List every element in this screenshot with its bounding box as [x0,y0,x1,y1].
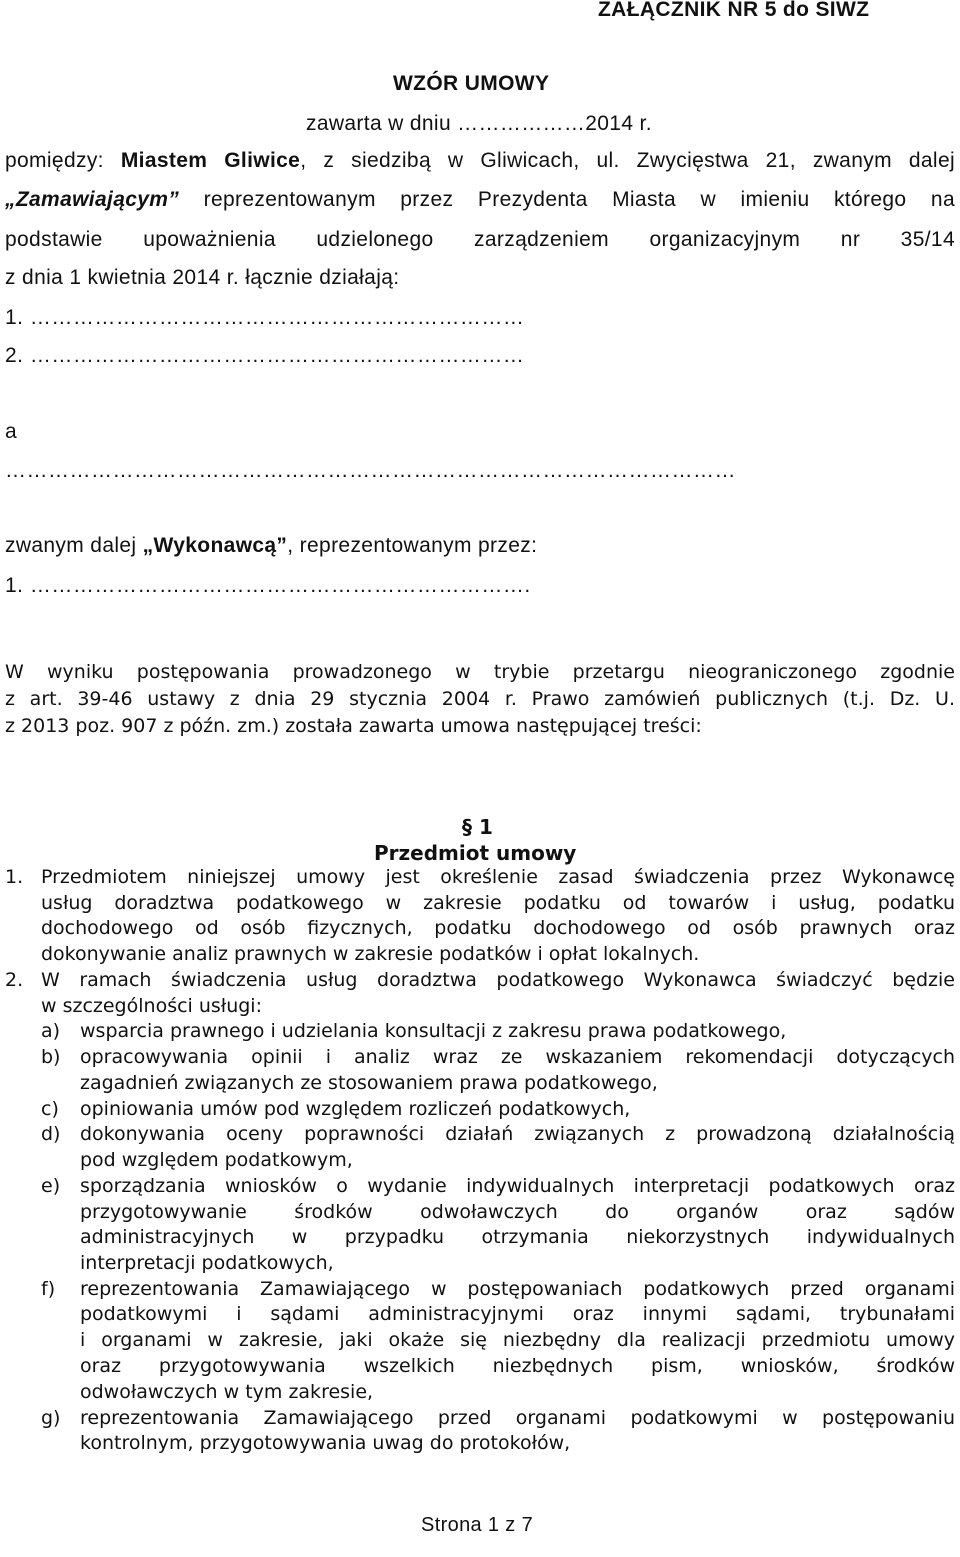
item-letter: d) [41,1123,61,1145]
document-title: WZÓR UMOWY [393,72,550,95]
item-line: podatkowymi i sądami administracyjnymi oraz innymi sądami, trybunałami [80,1303,955,1325]
item-letter: g) [41,1407,61,1429]
item-letter: c) [41,1098,59,1120]
contractor-representative-1: 1. ……………………………………………………………. [5,574,531,597]
paragraph-1-number: 1. [5,866,24,888]
section-title: Przedmiot umowy [374,841,577,865]
legal-basis-line-2: z art. 39-46 ustawy z dnia 29 stycznia 2004 r. Prawo zamówień publicznych (t.j. Dz. U. [5,688,955,710]
parties-line-2: „Zamawiającym” reprezentowanym przez Prezydenta Miasta w imieniu którego na [5,188,955,211]
city-name: Miastem Gliwice [120,149,301,172]
item-line: reprezentowania Zamawiającego przed organami podatkowymi w postępowaniu [80,1407,955,1429]
item-letter: f) [41,1278,56,1300]
page-number: Strona 1 z 7 [421,1514,534,1536]
item-line: administracyjnych w przypadku otrzymania niekorzystnych indywidualnych [80,1226,955,1248]
item-line: opiniowania umów pod względem rozliczeń podatkowych, [80,1098,631,1120]
item-line: przygotowywanie środków odwoławczych do organów oraz sądów [80,1201,955,1223]
paragraph-2-line: W ramach świadczenia usług doradztwa podatkowego Wykonawca świadczyć będzie [41,969,955,991]
paragraph-1-line: usług doradztwa podatkowego w zakresie podatku od towarów i usług, podatku [41,892,955,914]
contractor-line: zwanym dalej „Wykonawcą”, reprezentowanym przez: [5,534,538,557]
representative-1: 1. …………………………………………………………… [5,306,525,329]
attachment-header: ZAŁĄCZNIK NR 5 do SIWZ [598,0,870,21]
item-letter: b) [41,1046,61,1068]
legal-basis-line-3: z 2013 poz. 907 z późn. zm.) została zawarta umowa następującej treści: [5,715,702,737]
item-line: dokonywania oceny poprawności działań związanych z prowadzoną działalnością [80,1123,955,1145]
paragraph-1-line: dochodowego od osób fizycznych, podatku dochodowego od osób prawnych oraz [41,917,955,939]
concluded-date-line: zawarta w dniu ………………2014 r. [306,112,652,135]
item-line: oraz przygotowywania wszelkich niezbędnych pism, wniosków, środków [80,1355,955,1377]
paragraph-2-line: w szczególności usługi: [41,995,262,1017]
item-line: zagadnień związanych ze stosowaniem prawa podatkowego, [80,1072,658,1094]
contractor-blank: ………………………………………………………………………………………… [5,459,736,482]
item-line: odwoławczych w tym zakresie, [80,1381,374,1403]
contractor-name: „Wykonawcą” [142,534,288,557]
paragraph-1-line: Przedmiotem niniejszej umowy jest określenie zasad świadczenia przez Wykonawcę [41,866,955,888]
section-symbol: § 1 [462,815,493,839]
item-line: opracowywania opinii i analiz wraz ze wskazaniem rekomendacji dotyczących [80,1046,955,1068]
and-conjunction: a [5,420,18,443]
representative-2: 2. …………………………………………………………… [5,344,525,367]
item-line: kontrolnym, przygotowywania uwag do protokołów, [80,1432,571,1454]
item-line: sporządzania wniosków o wydanie indywidualnych interpretacji podatkowych oraz [80,1175,955,1197]
parties-line-3: podstawie upoważnienia udzielonego zarządzeniem organizacyjnym nr 35/14 [5,228,955,251]
parties-line-1: pomiędzy: Miastem Gliwice, z siedzibą w Gliwicach, ul. Zwycięstwa 21, zwanym dalej [5,149,955,172]
paragraph-1-line: dokonywanie analiz prawnych w zakresie podatków i opłat lokalnych. [41,943,700,965]
item-line: wsparcia prawnego i udzielania konsultacji z zakresu prawa podatkowego, [80,1020,787,1042]
item-letter: e) [41,1175,61,1197]
legal-basis-line-1: W wyniku postępowania prowadzonego w trybie przetargu nieograniczonego zgodnie [5,661,955,683]
item-line: i organami w zakresie, jaki okaże się niezbędny dla realizacji przedmiotu umowy [80,1329,955,1351]
ordering-party-name: „Zamawiającym” [5,188,180,211]
item-line: interpretacji podatkowych, [80,1252,334,1274]
paragraph-2-number: 2. [5,969,24,991]
item-line: reprezentowania Zamawiającego w postępowaniach podatkowych przed organami [80,1278,955,1300]
item-letter: a) [41,1020,61,1042]
item-line: pod względem podatkowym, [80,1149,353,1171]
parties-line-4: z dnia 1 kwietnia 2014 r. łącznie działają: [5,266,400,289]
